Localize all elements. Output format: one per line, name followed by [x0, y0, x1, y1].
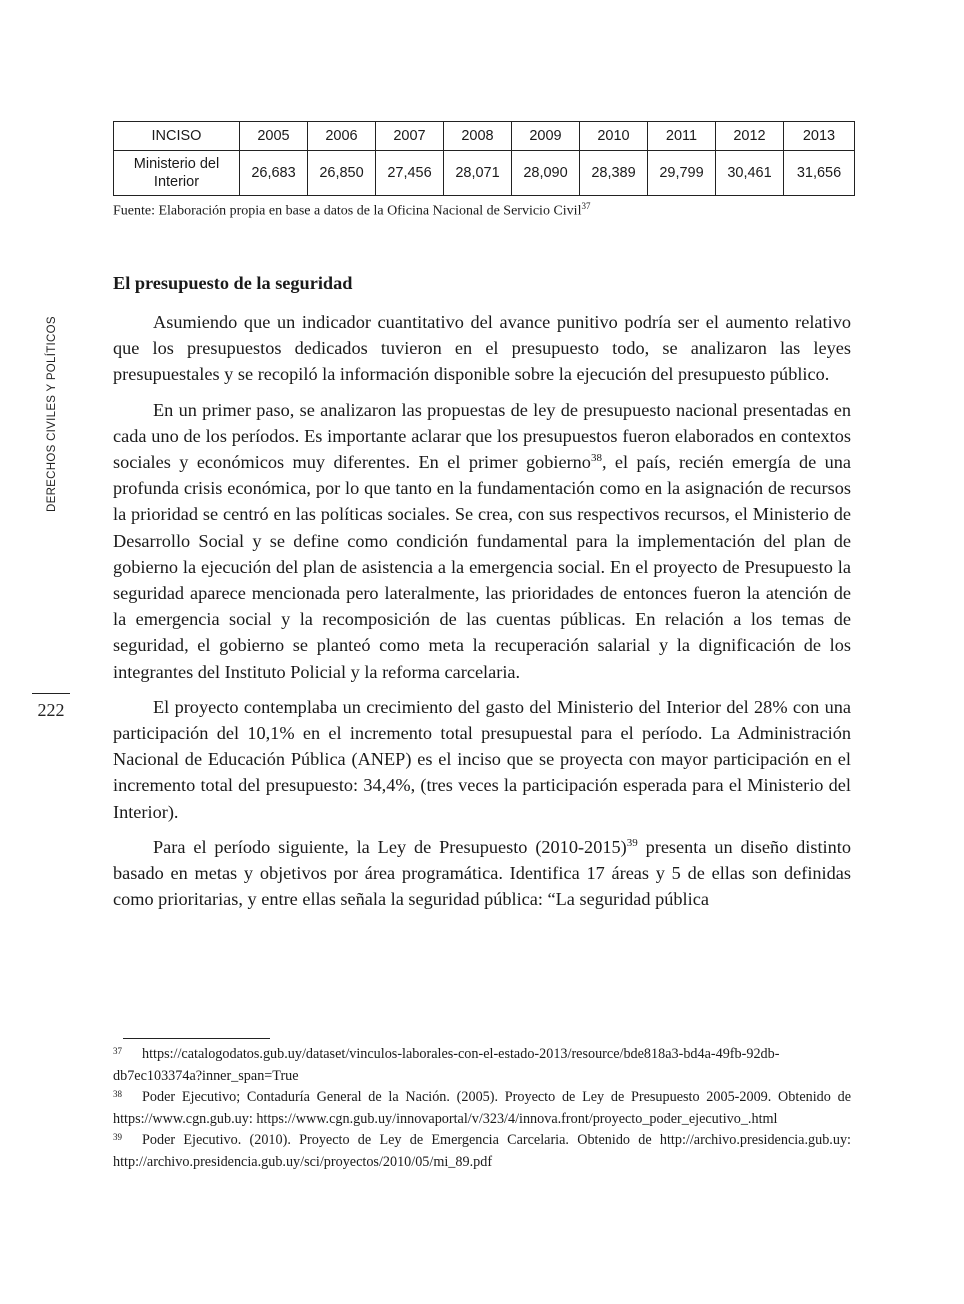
footnote [113, 1130, 851, 1173]
running-header-vertical: DERECHOS CIVILES Y POLÍTICOS [46, 316, 58, 512]
section-title: El presupuesto de la seguridad [113, 273, 353, 293]
data-table-block [113, 121, 854, 220]
table-source-note [113, 201, 854, 220]
footnote [113, 1087, 851, 1130]
paragraph [113, 834, 851, 913]
footnote-text: Poder Ejecutivo. (2010). Proyecto de Ley de Emergencia Carcelaria. Obtenido de http://archivo.presidencia.gub.uy: http://archivo.presidencia.gub.uy/sci/proyectos/2010/05/mi_89.pdf [113, 1132, 851, 1170]
header-cell-year: 2012 [716, 122, 784, 151]
footnote [113, 1044, 851, 1087]
header-cell-year: 2013 [784, 122, 855, 151]
paragraph-text: , el país, recién emergía de una profunda crisis económica, por lo que tanto en la fundamentación como en la asignación de recursos la prioridad se centró en las políticas sociales. Se crea, con sus respectivos recursos, el Ministerio de Desarrollo Social y se define como condición fundamental para la implementación del plan de gobierno la ejecución del plan de asistencia a la emergencia social. En el proyecto de Presupuesto la seguridad aparece mencionada pero lateralmente, las prioridades de entonces fueron la atención de la emergencia social y la recomposición de las cuentas públicas. En relación a los temas de seguridad, el gobierno se planteó como meta la recuperación salarial y la dignificación de los integrantes del Instituto Policial y la reforma carcelaria. [113, 452, 851, 682]
page-number [32, 693, 70, 721]
paragraph-text: Para el período siguiente, la Ley de Presupuesto (2010-2015) [153, 836, 627, 857]
value-cell: 28,090 [512, 151, 580, 196]
paragraph [113, 397, 851, 685]
source-text: Fuente: Elaboración propia en base a datos de la Oficina Nacional de Servicio Civil [113, 203, 582, 219]
footnote-ref: 38 [590, 451, 602, 464]
value-cell: 30,461 [716, 151, 784, 196]
header-cell-year: 2006 [308, 122, 376, 151]
footnote-number: 38 [113, 1089, 122, 1099]
value-cell: 26,683 [240, 151, 308, 196]
header-cell-year: 2005 [240, 122, 308, 151]
value-cell: 28,071 [444, 151, 512, 196]
paragraph: Asumiendo que un indicador cuantitativo del avance punitivo podría ser el aumento relativo que los presupuestos dedicados tuvieron en el presupuesto todo, se analizaron las leyes presupuestales y se recopiló la información disponible sobre la ejecución del presupuesto público. [113, 312, 851, 385]
ministry-personnel-table [113, 121, 855, 196]
header-cell-year: 2007 [376, 122, 444, 151]
value-cell: 27,456 [376, 151, 444, 196]
page-number-text: 222 [37, 700, 65, 720]
paragraph-text: En un primer paso, se analizaron las propuestas de ley de presupuesto nacional presentadas en cada uno de los períodos. Es importante aclarar que los presupuestos fueron elaborados en contextos sociales y económicos muy diferentes. En el primer gobierno [113, 399, 851, 473]
row-label-line: Ministerio del [133, 156, 220, 172]
row-label-cell [114, 151, 240, 196]
value-cell: 29,799 [648, 151, 716, 196]
table-header-row [114, 122, 855, 151]
footnote-separator [123, 1038, 270, 1039]
value-cell: 26,850 [308, 151, 376, 196]
footnote-number: 37 [113, 1046, 122, 1056]
value-cell: 28,389 [580, 151, 648, 196]
footnote-number: 39 [113, 1132, 122, 1142]
paragraph: El proyecto contemplaba un crecimiento del gasto del Ministerio del Interior del 28% con una participación del 10,1% en el incremento total presupuestal para el período. La Administración Nacional de Educación Pública (ANEP) es el inciso que se proyecta con mayor participación en el incremento total del presupuesto: 34,4%, (tres veces la participación esperada para el Ministerio del Interior). [113, 696, 851, 822]
header-cell-year: 2011 [648, 122, 716, 151]
footnote-ref: 37 [581, 201, 591, 211]
table-row [114, 151, 855, 196]
value-cell: 31,656 [784, 151, 855, 196]
paragraph-text: presenta un diseño distinto basado en metas y objetivos por área programática. Identifica 17 áreas y 5 de ellas son definidas como prioritarias, y entre ellas señala la seguridad pública: “La seguridad pública [113, 836, 851, 910]
page-number-rule [32, 693, 70, 694]
row-label-line: Interior [153, 174, 200, 190]
footnote-ref: 39 [626, 836, 638, 849]
header-cell-year: 2008 [444, 122, 512, 151]
header-cell-year: 2010 [580, 122, 648, 151]
footnote-text: https://catalogodatos.gub.uy/dataset/vinculos-laborales-con-el-estado-2013/resource/bde818a3-bd4a-49fb-92db-db7ec103374a?inner_span=True [113, 1046, 780, 1084]
footnote-text: Poder Ejecutivo; Contaduría General de la Nación. (2005). Proyecto de Ley de Presupuesto 2005-2009. Obtenido de https://www.cgn.gub.uy: https://www.cgn.gub.uy/innovaportal/v/323/4/innova.front/proyecto_poder_ejecutivo_.html [113, 1089, 851, 1127]
header-cell-year: 2009 [512, 122, 580, 151]
footnotes [113, 1044, 851, 1173]
header-cell-inciso: INCISO [114, 122, 240, 151]
main-text [113, 270, 851, 921]
